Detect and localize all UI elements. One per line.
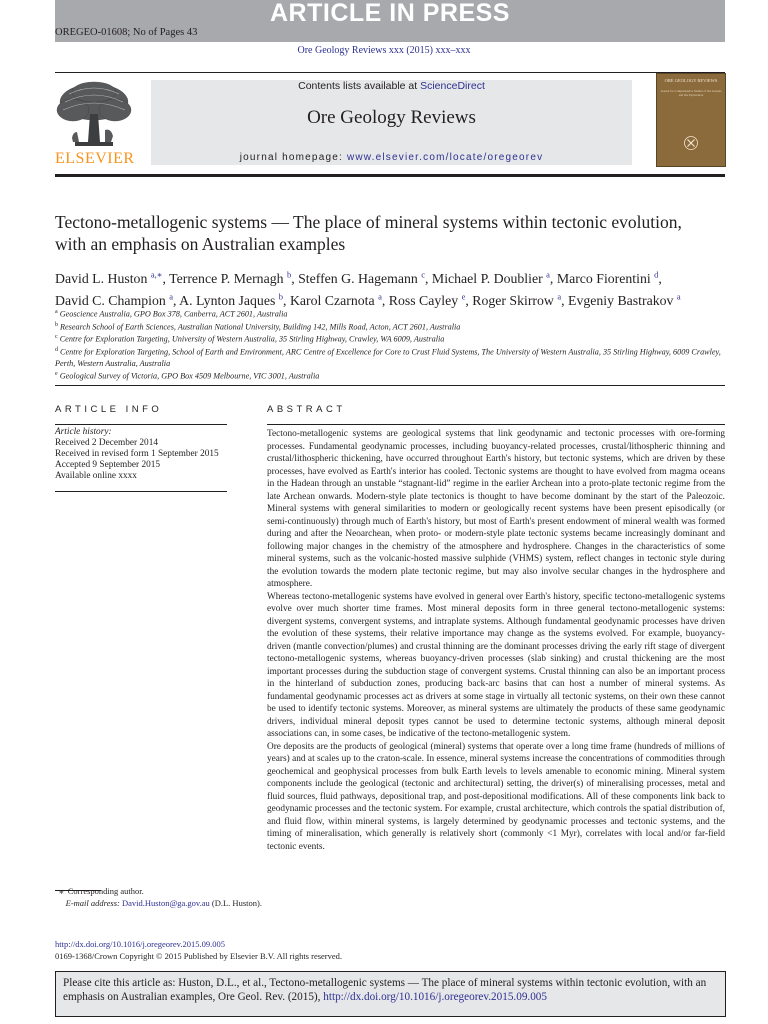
abstract-body xyxy=(267,428,725,853)
citation-doi-link[interactable]: http://dx.doi.org/10.1016/j.oregeorev.2015.09.005 xyxy=(323,991,547,1003)
doi-block xyxy=(55,938,342,962)
affiliation-text: Geoscience Australia, GPO Box 378, Canberra, ACT 2601, Australia xyxy=(59,309,288,319)
author xyxy=(179,293,290,308)
affiliation-list xyxy=(55,307,725,382)
affiliation xyxy=(55,307,725,320)
author xyxy=(55,293,179,308)
author-name: Steffen G. Hagemann xyxy=(298,270,418,286)
affiliation-label: c xyxy=(55,334,58,341)
author-separator: , xyxy=(425,270,432,286)
article-history-end-rule xyxy=(55,491,227,492)
author-affiliation-marker[interactable]: a xyxy=(676,291,681,302)
author-separator: , xyxy=(162,270,170,286)
affiliation-text: Research School of Earth Sciences, Australian National University, Building 142, Mills Road, Acton, ACT 2601, Australia xyxy=(60,322,461,332)
author-list xyxy=(55,265,730,310)
author-name: Terrence P. Mernagh xyxy=(169,270,284,286)
author xyxy=(290,293,389,308)
author-name: Michael P. Doublier xyxy=(431,270,543,286)
author-affiliation-marker[interactable]: b xyxy=(286,269,292,279)
header-rule xyxy=(55,72,725,73)
history-item: Received in revised form 1 September 2015 xyxy=(55,449,219,459)
author-separator: , xyxy=(173,293,180,309)
cover-subtitle: Journal for Comprehensive Studies of Ore Genesis and Ore Exploration xyxy=(660,89,722,97)
author xyxy=(169,271,298,286)
doi-link[interactable]: http://dx.doi.org/10.1016/j.oregeorev.2015.09.005 xyxy=(55,939,225,949)
article-info-heading: ARTICLE INFO xyxy=(55,404,163,415)
affiliation-label: d xyxy=(55,347,58,354)
affiliation xyxy=(55,320,725,333)
author-affiliation-marker[interactable]: c xyxy=(421,269,426,279)
affiliation-label: b xyxy=(55,321,58,328)
author-name: David C. Champion xyxy=(55,293,166,309)
elsevier-tree-icon xyxy=(55,80,133,150)
author-separator: , xyxy=(561,293,569,309)
affiliation-text: Geological Survey of Victoria, GPO Box 4509 Melbourne, VIC 3001, Australia xyxy=(59,371,320,381)
author xyxy=(432,271,557,286)
contents-line xyxy=(151,80,632,92)
affiliation-label: e xyxy=(55,370,58,377)
crossed-hammers-icon xyxy=(684,136,698,150)
corresponding-author-footnote xyxy=(55,886,455,909)
author-name: Ross Cayley xyxy=(388,293,459,309)
citation-text: Please cite this article as: Huston, D.L., et al., Tectono-metallogenic systems — The place of mineral systems within tectonic evolution, with an emphasis on Australian examples, Ore Geol. Rev. (2015), xyxy=(63,977,707,1003)
copyright-line: 0169-1368/Crown Copyright © 2015 Published by Elsevier B.V. All rights reserved. xyxy=(55,951,343,961)
corresponding-label: Corresponding author. xyxy=(67,886,144,896)
cover-title: ORE GEOLOGY REVIEWS xyxy=(664,78,718,83)
sciencedirect-link[interactable]: ScienceDirect xyxy=(420,80,485,92)
author-separator: , xyxy=(465,293,473,309)
abstract-paragraph: Whereas tectono-metallogenic systems have evolved in general over Earth's history, specific tectono-metallogenic systems evolve over much shorter time frames. Most mineral deposits form in three general tectono-metallogenic systems: divergent systems, convergent systems, and intraplate systems. Although fundamental geodynamic processes have driven the evolution of these systems, their relative importance may change as the systems evolved. For example, buoyancy-driven (mantle convection/plumes) and crustal thinning are the dominant processes driving the early rift stage of divergent tectono-metallogenic systems, whereas buoyancy-driven processes (slab sinking) and crustal thickening are the most important processes during the subduction stage of convergent systems. Crustal thinning can also be an important process in the hinterland of subduction zones, producing back-arc basins that can host a number of mineral systems. As fundamental geodynamic processes act as drivers at some stage in virtually all tectonic systems, on their own these cannot be used to identify tectonic systems. Moreover, as mineral systems are ultimately the products of these same geodynamic drivers, individual mineral deposit types cannot be used to determine tectonic systems, although mineral deposit associations can, in some cases, be indicative of the tectono-metallogenic system. xyxy=(267,591,725,739)
email-suffix: (D.L. Huston). xyxy=(209,897,262,908)
author-name: A. Lynton Jaques xyxy=(179,293,276,309)
affiliation xyxy=(55,345,725,369)
affiliation xyxy=(55,369,725,382)
author-affiliation-marker[interactable]: a xyxy=(378,291,382,302)
history-item: Accepted 9 September 2015 xyxy=(55,460,161,470)
citation-box xyxy=(55,971,726,1017)
article-info-rule xyxy=(55,424,227,425)
journal-cover-thumbnail xyxy=(656,73,726,167)
author-name: David L. Huston xyxy=(55,270,148,286)
journal-reference-link[interactable]: Ore Geology Reviews xxx (2015) xxx–xxx xyxy=(297,45,471,56)
journal-title: Ore Geology Reviews xyxy=(307,107,476,128)
author xyxy=(298,271,432,286)
author-name: Evgeniy Bastrakov xyxy=(568,293,674,309)
email-label: E-mail address: xyxy=(65,897,120,908)
author xyxy=(389,293,473,308)
abstract-heading: ABSTRACT xyxy=(267,404,346,415)
author-separator: , xyxy=(549,270,557,286)
affiliation xyxy=(55,332,725,345)
article-in-press-banner xyxy=(55,0,725,42)
abstract-rule xyxy=(267,424,725,425)
article-title: Tectono-metallogenic systems — The place of mineral systems within tectonic evolution, with an emphasis on Australian examples xyxy=(55,212,682,254)
front-matter-rule xyxy=(55,385,725,386)
banner-title: ARTICLE IN PRESS xyxy=(270,0,510,27)
author-affiliation-marker[interactable]: a xyxy=(546,269,550,279)
journal-masthead xyxy=(151,80,632,165)
elsevier-wordmark: ELSEVIER xyxy=(55,150,135,167)
journal-homepage xyxy=(151,152,632,163)
homepage-link[interactable]: www.elsevier.com/locate/oregeorev xyxy=(346,152,544,163)
author-affiliation-marker[interactable]: b xyxy=(278,291,284,302)
affiliation-label: a xyxy=(55,309,58,315)
affiliation-text: Centre for Exploration Targeting, University of Western Australia, 35 Stirling Highway, Crawley, WA 6009, Australia xyxy=(59,335,445,345)
article-history xyxy=(55,427,227,482)
author-name: Marco Fiorentini xyxy=(556,270,651,286)
article-reference: OREGEO-01608; No of Pages 43 xyxy=(55,27,198,38)
history-label: Article history: xyxy=(55,427,112,437)
author xyxy=(472,293,568,308)
affiliation-text: Centre for Exploration Targeting, School of Earth and Environment, ARC Centre of Excellence for Core to Crust Fluid Systems, The University of Western Australia, 35 Stirling Highway, 6009 Crawley, Perth, Western Australia, Australia xyxy=(55,347,721,368)
author-separator: , xyxy=(283,293,290,309)
history-item: Available online xxxx xyxy=(55,471,137,481)
author-separator: , xyxy=(658,270,662,286)
abstract-paragraph: Tectono-metallogenic systems are geological systems that link geodynamic and tectonic processes with ore-forming processes. Fundamental geodynamic processes, including buoyancy-related processes, crustal/lithospheric thinning and crustal/lithospheric thickening, have occurred throughout Earth's history, but tectonic systems, which are driven by these processes, have evolved as Earth's interior has cooled. Tectonic systems are thought to have evolved from magma oceans in the Hadean through an unstable “stagnant-lid” regime in the earlier Archean into a proto-plate tectonic regime from the late Archean onwards. Modern-style plate tectonics is thought to have become dominant by the start of the Paleozoic. Mineral systems with general similarities to modern or geologically recent systems have been present episodically (or semi-continuously) through much of Earth's history, but most of Earth's present endowment of mineral wealth was formed during and after the Neoarchean, when proto- or modern-style plate tectonic systems became increasingly dominant and following major changes in the chemistry of the atmosphere and hydrosphere. Changes in the characteristics of some mineral systems, such as the volcanic-hosted massive sulphide (VHMS) system, reflect changes in tectonic style during the evolution towards the modern plate tectonic regime, but may also involve secular changes in the hydrosphere and atmosphere. xyxy=(267,429,725,589)
author-affiliation-marker[interactable]: a xyxy=(169,291,173,302)
homepage-prefix: journal homepage: xyxy=(239,152,347,163)
author-name: Karol Czarnota xyxy=(289,293,375,309)
footnote-marker: ⁎ xyxy=(59,886,64,896)
masthead-rule xyxy=(55,174,725,177)
author-affiliation-marker[interactable]: d xyxy=(654,269,659,279)
contents-prefix: Contents lists available at xyxy=(298,80,421,92)
author xyxy=(568,293,681,308)
email-link[interactable]: David.Huston@ga.gov.au xyxy=(121,897,210,908)
author-separator: , xyxy=(291,270,299,286)
author-affiliation-marker[interactable]: a xyxy=(557,291,562,302)
abstract-paragraph: Ore deposits are the products of geological (mineral) systems that operate over a long time frame (hundreds of millions of years) and at scales up to the craton-scale. In essence, mineral systems increase the concentrations of commodities through geochemical and geophysical processes from bulk Earth levels to levels amenable to economic mining. Mineral system components include the geological (tectonic and architectural) setting, the driver(s) of mineralising processes, metal and fluid sources, fluid pathways, depositional trap, and post-depositional modifications. All of these components link back to geodynamic processes and the tectonic system. For example, crustal architecture, which controls the spatial distribution of, and fluid flow, within mineral systems, is largely determined by geodynamic processes and tectonic systems, and the timing of mineralisation, which generally is relatively short (commonly <1 Myr), correlates with local and/or far-field tectonic events. xyxy=(267,741,725,852)
author-affiliation-marker[interactable]: a,∗ xyxy=(150,269,163,279)
author-separator: , xyxy=(381,293,389,309)
author xyxy=(55,271,169,286)
author-affiliation-marker[interactable]: e xyxy=(461,291,466,302)
author xyxy=(557,271,662,286)
author-name: Roger Skirrow xyxy=(472,293,554,309)
history-item: Received 2 December 2014 xyxy=(55,438,158,448)
